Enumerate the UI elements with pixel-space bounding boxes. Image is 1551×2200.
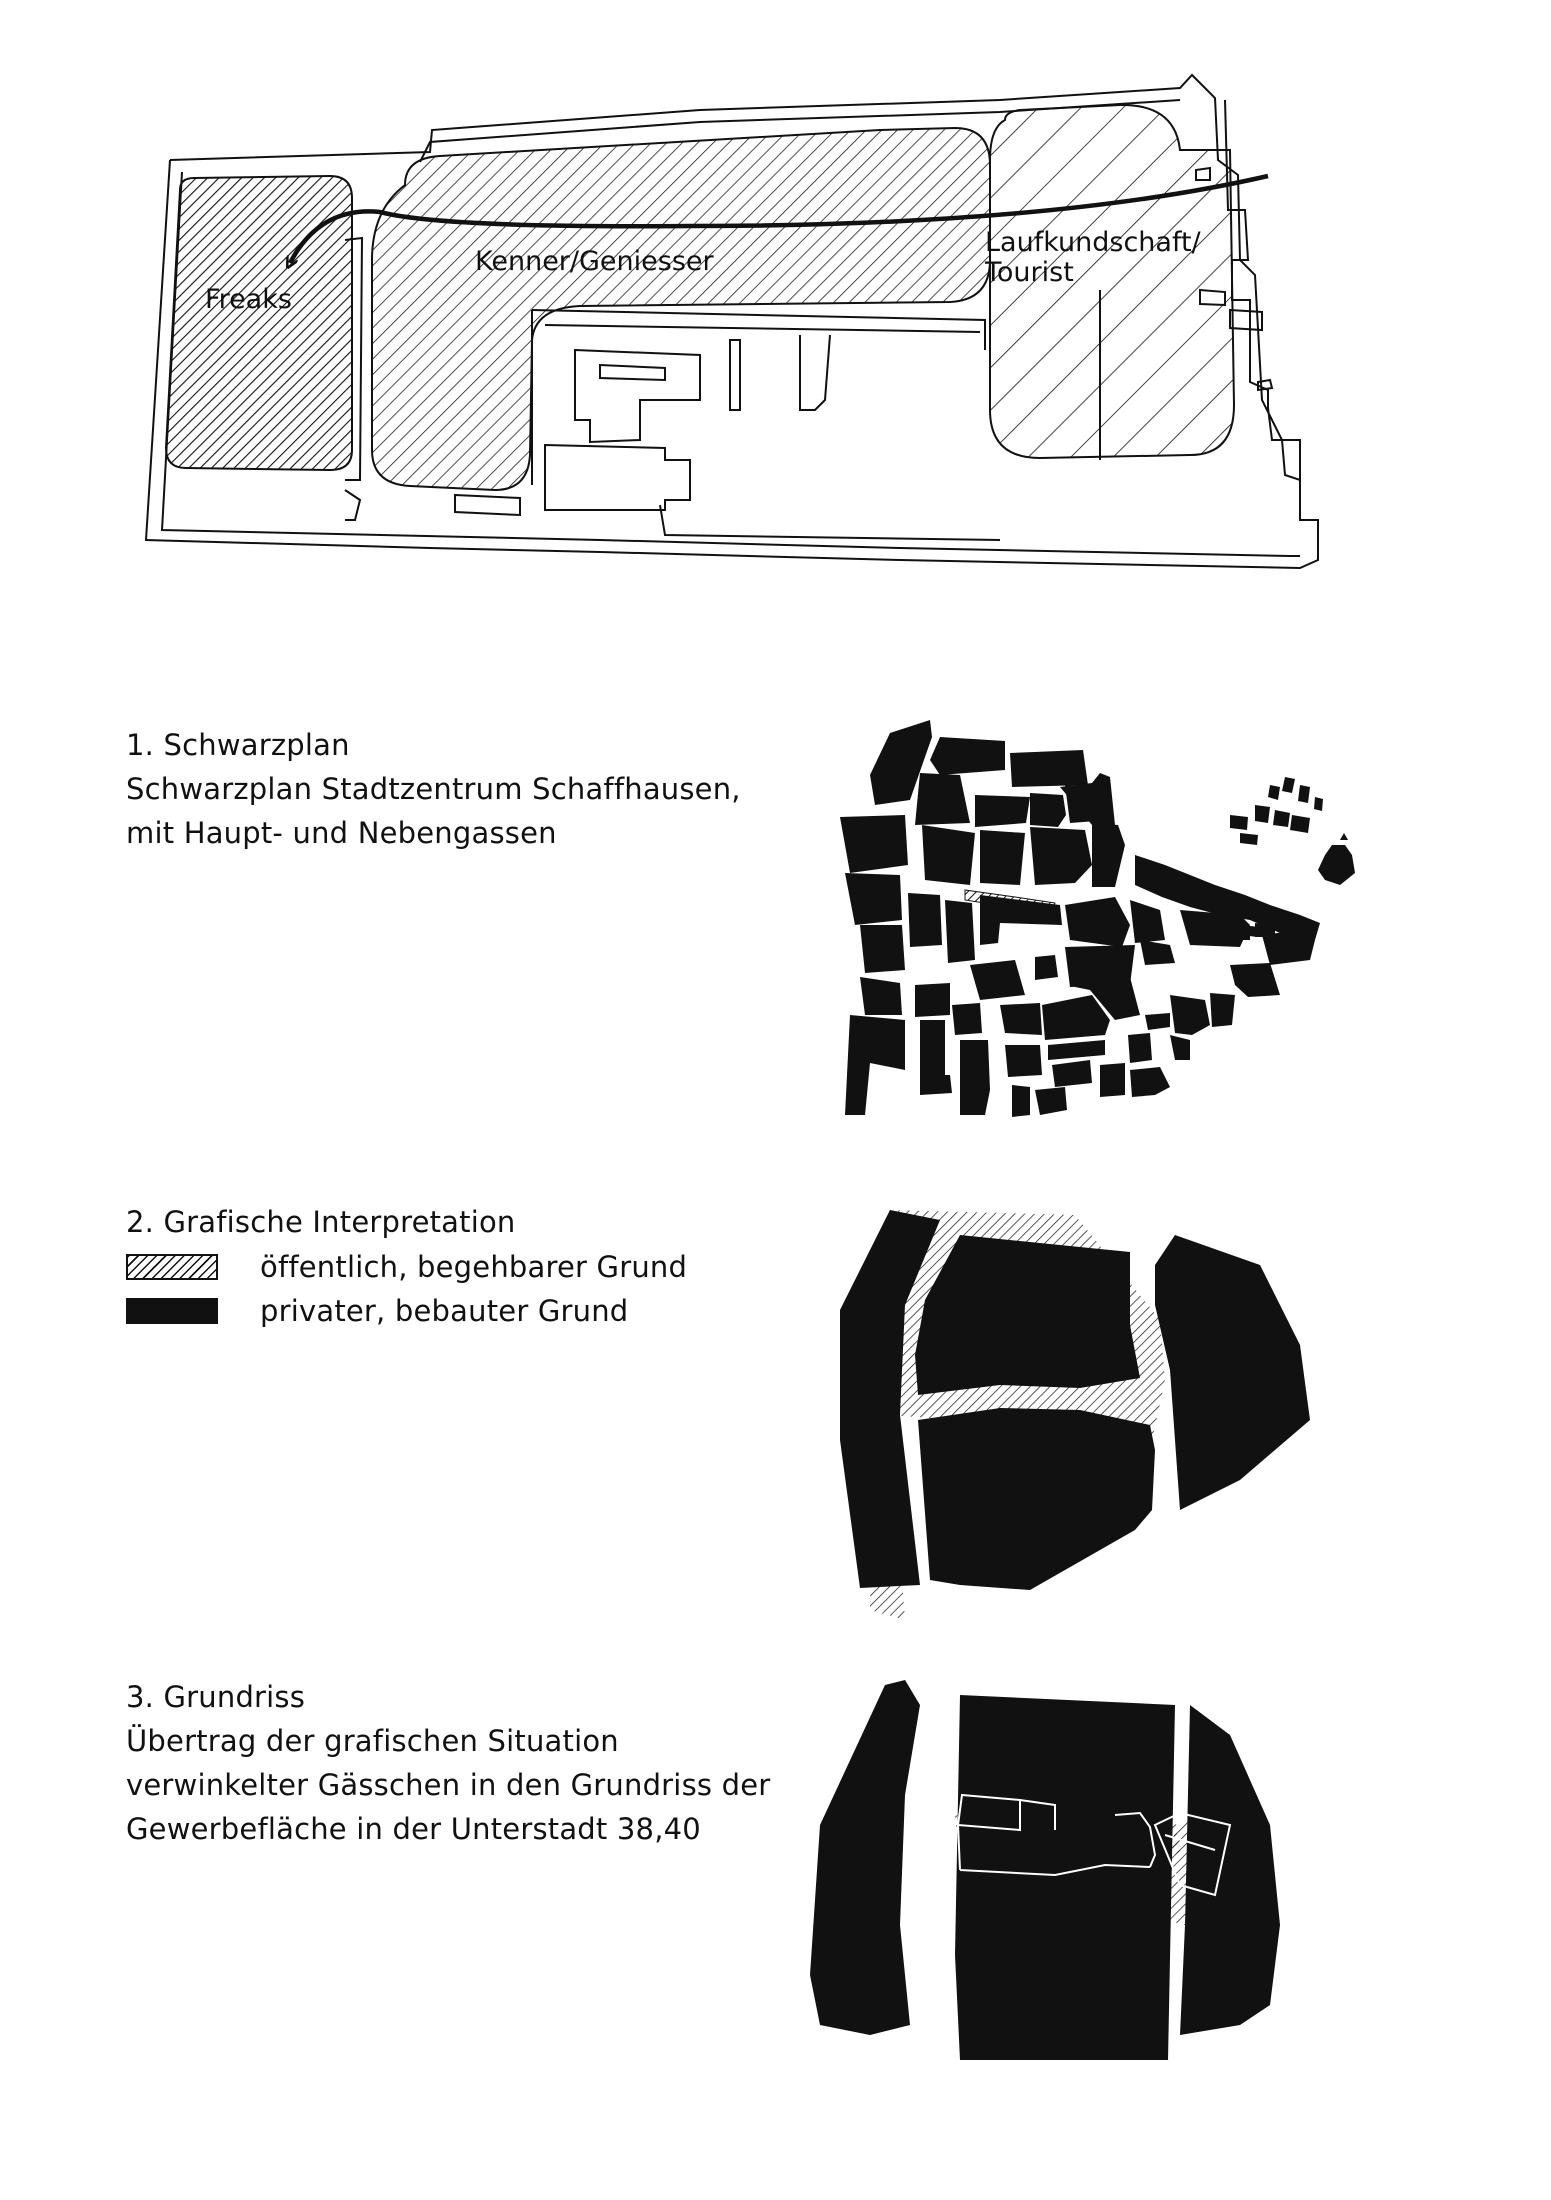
section3-line1: Übertrag der grafischen Situation [126,1724,619,1758]
legend-row-public [126,1245,687,1289]
legend-swatch-solid [126,1298,218,1324]
graphic-interpretation-diagram [830,1210,1350,1630]
legend-row-private [126,1289,628,1333]
section1-line2: mit Haupt- und Nebengassen [126,816,557,850]
schwarzplan-hatched-lane [965,890,1055,910]
section1-line1: Schwarzplan Stadtzentrum Schaffhausen, [126,772,741,806]
section3-line3: Gewerbefläche in der Unterstadt 38,40 [126,1812,701,1846]
zone-label-kenner-geniesser: Kenner/Geniesser [475,246,714,277]
section3-line2: verwinkelter Gässchen in den Grundriss der [126,1768,771,1802]
freaks-zone [166,176,352,470]
legend-swatch-hatched [126,1254,218,1280]
legend-label-public: öffentlich, begehbarer Grund [260,1250,688,1284]
zone-label-laufkundschaft-tourist: Laufkundschaft/ Tourist [985,227,1201,288]
schwarzplan-figure-ground-map [830,715,1350,1135]
zone-label-freaks: Freaks [205,284,292,315]
section1-heading: 1. Schwarzplan [126,728,350,762]
section3-heading: 3. Grundriss [126,1680,306,1714]
section2-heading: 2. Grafische Interpretation [126,1205,516,1239]
grundriss-floor-plan-diagram [810,1675,1330,2095]
legend-label-private: privater, bebauter Grund [260,1294,629,1328]
kenner-geniesser-zone [372,128,990,490]
